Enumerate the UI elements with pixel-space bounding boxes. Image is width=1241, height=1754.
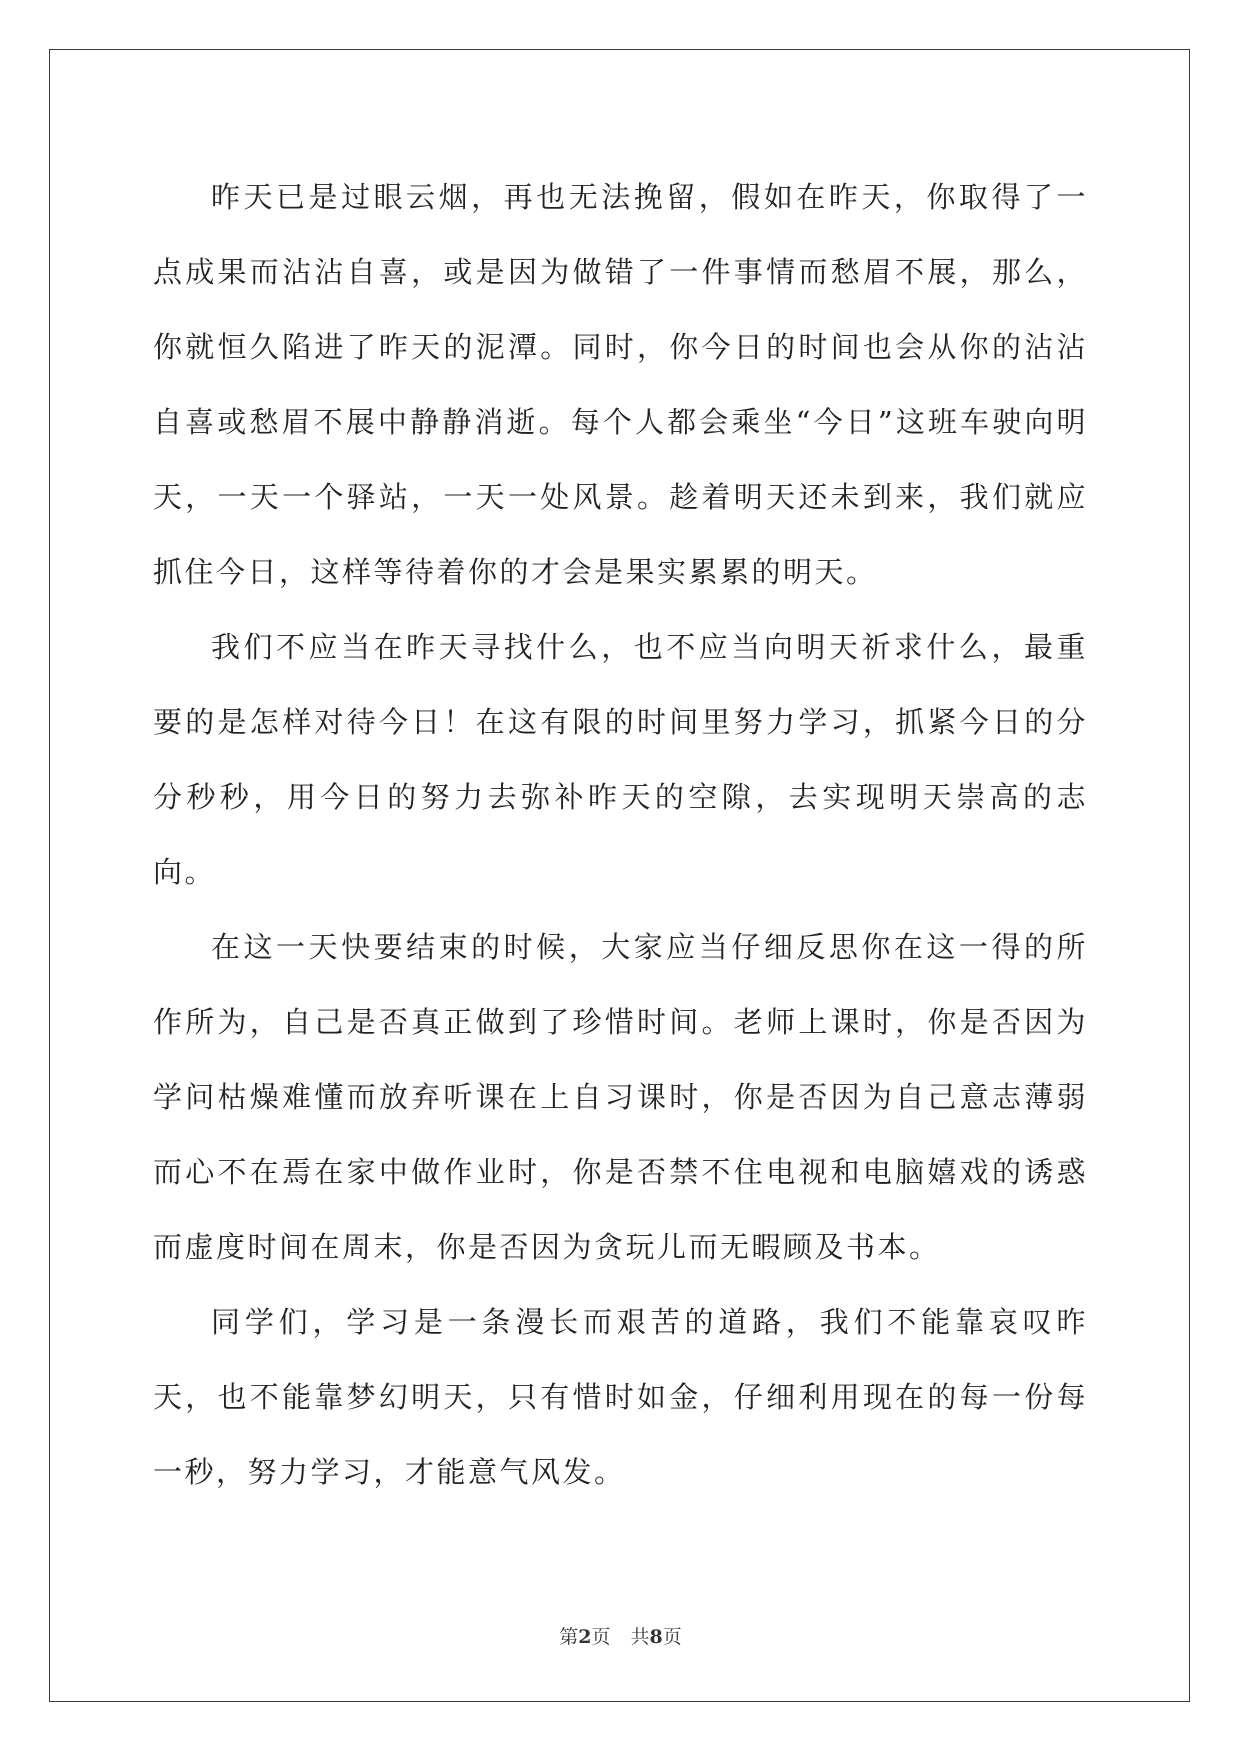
page-footer (0, 1622, 1241, 1649)
total-suffix: 页 (662, 1626, 682, 1648)
paragraph-3: 在这一天快要结束的时候，大家应当仔细反思你在这一得的所作所为，自己是否真正做到了珍惜时间。老师上课时，你是否因为学问枯燥难懂而放弃听课在上自习课时，你是否因为自己意志薄弱而心不在焉在家中做作业时，你是否禁不住电视和电脑嬉戏的诱惑而虚度时间在周末，你是否因为贪玩儿而无暇顾及书本。 (153, 930, 1088, 1264)
paragraph-2: 我们不应当在昨天寻找什么，也不应当向明天祈求什么，最重要的是怎样对待今日！在这有限的时间里努力学习，抓紧今日的分分秒秒，用今日的努力去弥补昨天的空隙，去实现明天崇高的志向。 (153, 630, 1088, 889)
paragraph-1: 昨天已是过眼云烟，再也无法挽留，假如在昨天，你取得了一点成果而沾沾自喜，或是因为做错了一件事情而愁眉不展，那么，你就恒久陷进了昨天的泥潭。同时，你今日的时间也会从你的沾沾自喜或愁眉不展中静静消逝。每个人都会乘坐“今日”这班车驶向明天，一天一个驿站，一天一处风景。趁着明天还未到来，我们就应抓住今日，这样等待着你的才会是果实累累的明天。 (153, 180, 1088, 589)
page-prefix: 第 (559, 1626, 579, 1648)
document-body (153, 160, 1088, 1510)
page-suffix: 页 (591, 1626, 611, 1648)
paragraph-4: 同学们，学习是一条漫长而艰苦的道路，我们不能靠哀叹昨天，也不能靠梦幻明天，只有惜时如金，仔细利用现在的每一份每一秒，努力学习，才能意气风发。 (153, 1305, 1088, 1489)
total-pages: 8 (649, 1626, 663, 1648)
total-prefix: 共 (630, 1626, 650, 1648)
page-number: 2 (578, 1626, 592, 1648)
